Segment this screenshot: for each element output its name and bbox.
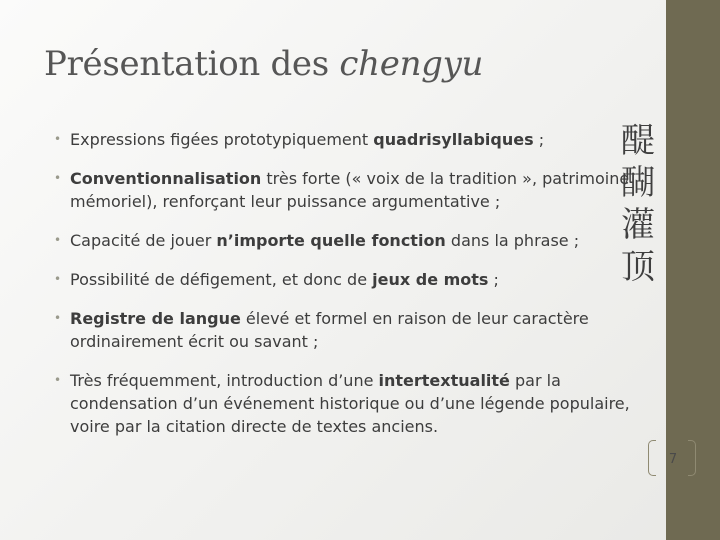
bullet-segment: Très fréquemment, introduction d’une [70, 371, 379, 390]
page-number-right-bracket [688, 440, 696, 476]
bullet-text [70, 231, 579, 250]
bullet-emphasis: Registre de langue [70, 309, 241, 328]
bullet-list [50, 128, 640, 454]
bullet-segment: Capacité de jouer [70, 231, 217, 250]
bullet-text [70, 169, 629, 211]
bullet-segment: ; [488, 270, 499, 289]
chengyu-char: 醐 [621, 163, 655, 203]
bullet-marker: • [54, 233, 62, 247]
bullet-text [70, 130, 544, 149]
bullet-emphasis: intertextualité [378, 371, 510, 390]
bullet-item [50, 369, 640, 438]
bullet-marker: • [54, 132, 62, 146]
title-main-text: Présentation des [44, 44, 340, 84]
bullet-marker: • [54, 373, 62, 387]
bullet-segment: très forte (« voix de la tradition », patrimoine mémoriel), renforçant leur puissance argumentative ; [70, 169, 630, 211]
chengyu-char: 灌 [621, 205, 655, 245]
bullet-emphasis: quadrisyllabiques [373, 130, 534, 149]
chengyu-char: 顶 [621, 247, 655, 287]
title-italic-text: chengyu [339, 44, 484, 84]
bullet-segment: ; [533, 130, 545, 149]
bullet-segment: dans la phrase ; [445, 231, 580, 250]
vertical-chengyu [614, 120, 662, 288]
bullet-marker: • [54, 311, 62, 325]
bullet-emphasis: n’importe quelle fonction [216, 231, 446, 250]
bullet-text [70, 270, 499, 289]
bullet-item [50, 229, 640, 252]
bullet-segment: Expressions figées prototypiquement [70, 130, 374, 149]
bullet-text [70, 309, 589, 351]
bullet-segment: par la condensation d’un événement historique ou d’une légende populaire, voire par la citation directe de textes anciens. [70, 371, 630, 436]
chengyu-char: 醍 [621, 121, 655, 161]
bullet-marker: • [54, 272, 62, 286]
bullet-item [50, 128, 640, 151]
bullet-text [70, 371, 630, 436]
bullet-item [50, 307, 640, 353]
page-number: 7 [668, 452, 678, 467]
bullet-item [50, 167, 640, 213]
bullet-segment: élevé et formel en raison de leur caractère ordinairement écrit ou savant ; [70, 309, 589, 351]
slide-title [44, 44, 483, 84]
bullet-segment: Possibilité de défigement, et donc de [70, 270, 373, 289]
bullet-emphasis: jeux de mots [372, 270, 489, 289]
bullet-marker: • [54, 171, 62, 185]
bullet-item [50, 268, 640, 291]
bullet-emphasis: Conventionnalisation [70, 169, 262, 188]
page-number-left-bracket [648, 440, 656, 476]
